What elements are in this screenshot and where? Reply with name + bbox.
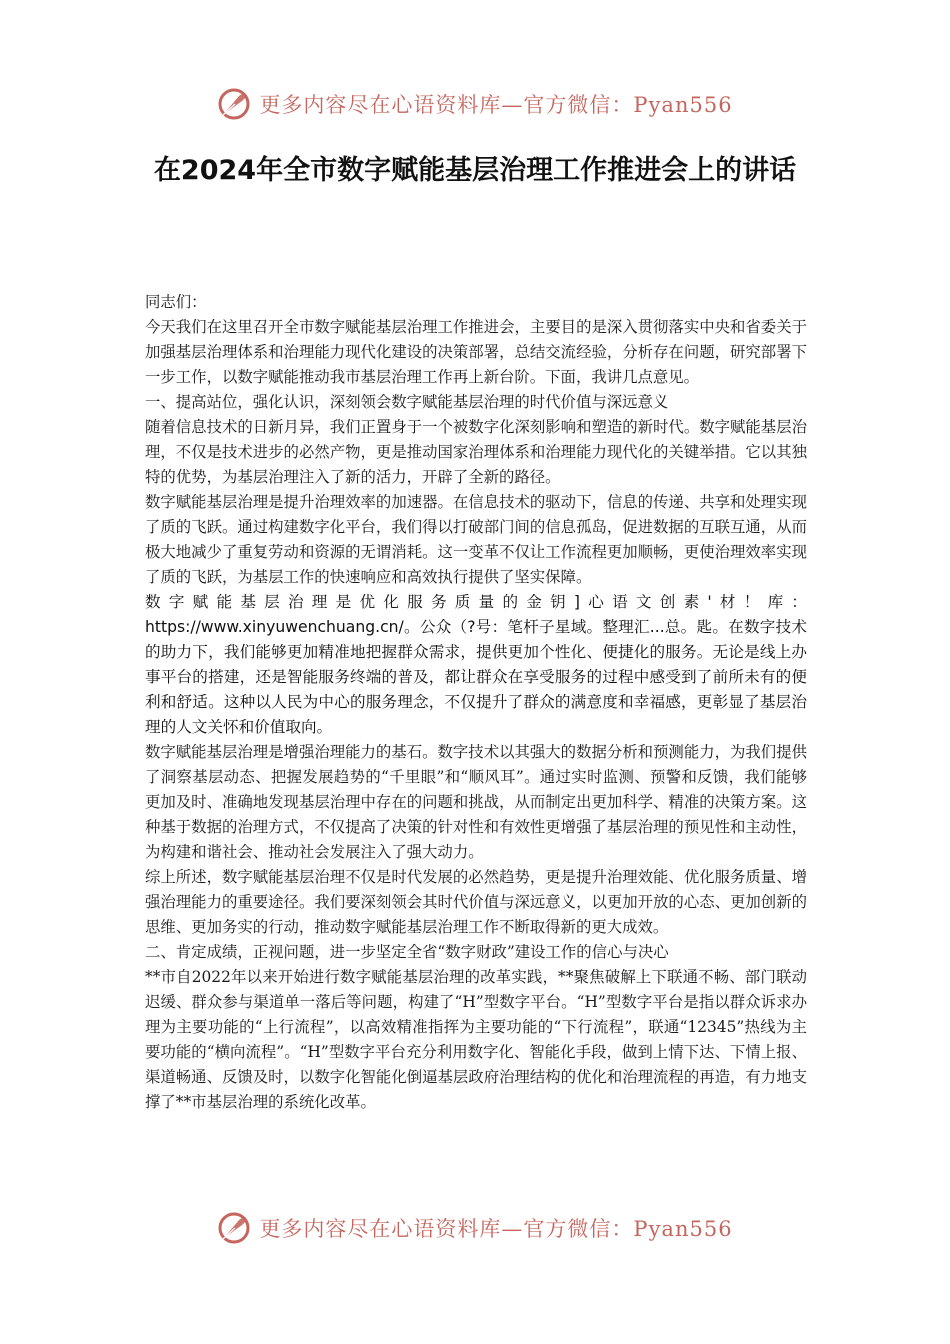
section-heading-one: 一、提高站位，强化认识，深刻领会数字赋能基层治理的时代价值与深远意义 xyxy=(145,393,669,411)
document-title: 在2024年全市数字赋能基层治理工作推进会上的讲话 xyxy=(153,155,797,186)
header-watermark-banner xyxy=(0,84,950,124)
paragraph: **市自2022年以来开始进行数字赋能基层治理的改革实践，**聚焦破解上下联通不畅、部门联动迟缓、群众参与渠道单一落后等问题，构建了“H”型数字平台。“H”型数字平台是指以群众诉求办理为主要功能的“上行流程”，以高效精准指挥为主要功能的“下行流程”，联通“12345”热线为主要功能的“横向流程”。“H”型数字平台充分利用数字化、智能化手段，做到上情下达、下情上报、渠道畅通、反馈及时，以数字化智能化倒逼基层政府治理结构的优化和治理流程的再造，有力地支撑了**市基层治理的系统化改革。 xyxy=(145,968,807,1111)
paragraph: 数字赋能基层治理是提升治理效率的加速器。在信息技术的驱动下，信息的传递、共享和处理实现了质的飞跃。通过构建数字化平台，我们得以打破部门间的信息孤岛，促进数据的互联互通，从而极大地减少了重复劳动和资源的无谓消耗。这一变革不仅让工作流程更加顺畅，更使治理效率实现了质的飞跃，为基层工作的快速响应和高效执行提供了坚实保障。 xyxy=(145,493,807,586)
paragraph: 随着信息技术的日新月异，我们正置身于一个被数字化深刻影响和塑造的新时代。数字赋能基层治理，不仅是技术进步的必然产物，更是推动国家治理体系和治理能力现代化的关键举措。它以其独特的优势，为基层治理注入了新的活力，开辟了全新的路径。 xyxy=(145,418,807,486)
paragraph-with-inserted-text: 数字赋能基层治理是优化服务质量的金钥]心语文创素'材！库：https://www.xinyuwenchuang.cn/。公众（?号：笔杆子星域。整理汇...总。匙。在数字技术的助力下，我们能够更加精准地把握群众需求，提供更加个性化、便捷化的服务。无论是线上办事平台的搭建，还是智能服务终端的普及，都让群众在享受服务的过程中感受到了前所未有的便利和舒适。这种以人民为中心的服务理念，不仅提升了群众的满意度和幸福感，更彰显了基层治理的人文关怀和价值取向。 xyxy=(145,593,807,736)
quill-logo-icon xyxy=(217,87,251,121)
section-heading-two: 二、肯定成绩，正视问题，进一步坚定全省“数字财政”建设工作的信心与决心 xyxy=(145,943,669,961)
quill-logo-icon xyxy=(217,1211,251,1245)
paragraph: 数字赋能基层治理是增强治理能力的基石。数字技术以其强大的数据分析和预测能力，为我们提供了洞察基层动态、把握发展趋势的“千里眼”和“顺风耳”。通过实时监测、预警和反馈，我们能够更加及时、准确地发现基层治理中存在的问题和挑战，从而制定出更加科学、精准的决策方案。这种基于数据的治理方式，不仅提高了决策的针对性和有效性更增强了基层治理的预见性和主动性，为构建和谐社会、推动社会发展注入了强大动力。 xyxy=(145,743,807,861)
banner-text: 更多内容尽在心语资料库—官方微信：Pyan556 xyxy=(259,93,733,117)
paragraph-intro: 今天我们在这里召开全市数字赋能基层治理工作推进会，主要目的是深入贯彻落实中央和省委关于加强基层治理体系和治理能力现代化建设的决策部署，总结交流经验，分析存在问题，研究部署下一步工作，以数字赋能推动我市基层治理工作再上新台阶。下面，我讲几点意见。 xyxy=(145,318,807,386)
footer-watermark-banner xyxy=(0,1208,950,1248)
paragraph-summary: 综上所述，数字赋能基层治理不仅是时代发展的必然趋势，更是提升治理效能、优化服务质量、增强治理能力的重要途径。我们要深刻领会其时代价值与深远意义，以更加开放的心态、更加创新的思维、更加务实的行动，推动数字赋能基层治理工作不断取得新的更大成效。 xyxy=(145,868,807,936)
document-body xyxy=(145,290,807,1115)
banner-text: 更多内容尽在心语资料库—官方微信：Pyan556 xyxy=(259,1217,733,1241)
paragraph-salutation: 同志们： xyxy=(145,293,207,311)
